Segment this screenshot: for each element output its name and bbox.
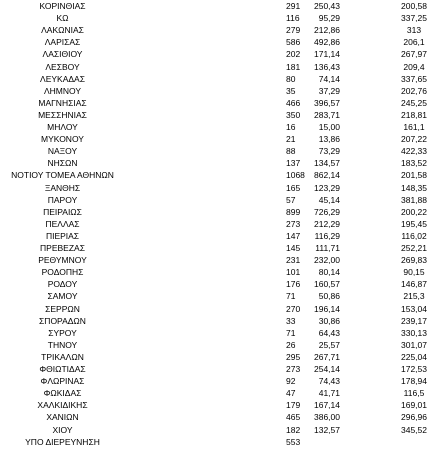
index-value: 337,25 <box>401 13 427 24</box>
table-row <box>0 303 433 315</box>
cases-value: 295 <box>286 351 301 362</box>
rate-value: 232,00 <box>314 255 340 266</box>
region-name: ΦΘΙΩΤΙΔΑΣ <box>39 364 86 374</box>
rate-value: 95,29 <box>318 13 340 24</box>
table-row <box>0 290 433 302</box>
index-value: 148,35 <box>401 182 427 193</box>
index-value: 90,15 <box>403 267 425 278</box>
rate-value: 80,14 <box>318 267 340 278</box>
region-name: ΣΕΡΡΩΝ <box>45 303 80 314</box>
region-name: ΚΩ <box>56 13 69 24</box>
rate-value: 111,71 <box>315 243 340 253</box>
region-name: ΡΟΔΟΠΗΣ <box>41 267 84 278</box>
index-value: 239,17 <box>401 315 427 326</box>
region-name: ΠΑΡΟΥ <box>47 194 78 205</box>
table-row <box>0 12 433 24</box>
region-name: ΜΕΣΣΗΝΙΑΣ <box>38 109 87 120</box>
cases-value: 179 <box>286 400 301 411</box>
table-row <box>0 182 433 194</box>
rate-value: 37,29 <box>318 85 340 96</box>
index-value: 202,76 <box>401 85 427 96</box>
cases-value: 176 <box>286 279 301 290</box>
cases-value: 47 <box>286 388 296 399</box>
rate-value: 492,86 <box>314 37 340 48</box>
cases-value: 181 <box>286 61 301 72</box>
index-value: 116,02 <box>401 230 427 241</box>
region-name: ΣΑΜΟΥ <box>47 291 78 302</box>
index-value: 215,3 <box>403 291 425 302</box>
index-value: 206,1 <box>403 37 425 48</box>
table-row <box>0 242 433 254</box>
table-row <box>0 48 433 60</box>
rate-value: 13,86 <box>318 134 340 145</box>
rate-value: 116,29 <box>314 230 340 241</box>
rate-value: 386,00 <box>314 412 340 423</box>
table-row <box>0 436 433 448</box>
index-value: 245,25 <box>401 97 427 108</box>
region-name: ΧΙΟΥ <box>52 424 73 435</box>
index-value: 172,53 <box>401 364 427 374</box>
region-name: ΜΑΓΝΗΣΙΑΣ <box>38 97 87 108</box>
table-row <box>0 230 433 242</box>
cases-value: 57 <box>286 194 296 205</box>
table-row <box>0 315 433 327</box>
cases-value: 71 <box>286 291 296 302</box>
region-name: ΦΛΩΡΙΝΑΣ <box>40 376 85 387</box>
region-name: ΧΑΛΚΙΔΙΚΗΣ <box>37 400 88 411</box>
table-row <box>0 375 433 387</box>
index-value: 116,5 <box>403 388 425 399</box>
table-row <box>0 266 433 278</box>
rate-value: 74,14 <box>318 73 340 84</box>
index-value: 200,22 <box>401 206 427 217</box>
table-row <box>0 399 433 411</box>
region-name: ΜΥΚΟΝΟΥ <box>41 134 84 145</box>
cases-value: 80 <box>286 73 296 84</box>
index-value: 301,07 <box>401 339 427 350</box>
rate-value: 134,57 <box>314 158 340 169</box>
table-row <box>0 24 433 36</box>
table-row <box>0 339 433 351</box>
region-name: ΡΟΔΟΥ <box>47 279 78 290</box>
rate-value: 862,14 <box>314 170 340 181</box>
index-value: 183,52 <box>401 158 427 169</box>
index-value: 153,04 <box>401 303 427 314</box>
cases-value: 33 <box>286 315 296 326</box>
region-name: ΠΕΛΛΑΣ <box>45 218 80 229</box>
table-row <box>0 36 433 48</box>
rate-value: 283,71 <box>314 109 340 120</box>
cases-value: 899 <box>286 206 301 217</box>
cases-value: 145 <box>286 243 301 253</box>
cases-value: 165 <box>286 182 301 193</box>
table-row <box>0 351 433 363</box>
cases-value: 147 <box>286 230 301 241</box>
cases-value: 16 <box>286 122 296 132</box>
table-row <box>0 0 433 12</box>
rate-value: 64,43 <box>318 327 340 338</box>
table-row <box>0 97 433 109</box>
index-value: 207,22 <box>401 134 427 145</box>
rate-value: 396,57 <box>314 97 340 108</box>
table-row <box>0 218 433 230</box>
rate-value: 167,14 <box>314 400 340 411</box>
index-value: 200,58 <box>401 1 427 11</box>
rate-value: 123,29 <box>314 182 340 193</box>
rate-value: 250,43 <box>314 1 340 11</box>
rate-value: 30,86 <box>318 315 340 326</box>
cases-value: 465 <box>286 412 301 423</box>
cases-value: 586 <box>286 37 301 48</box>
cases-value: 137 <box>286 158 301 169</box>
table-row <box>0 73 433 85</box>
region-name: ΠΕΙΡΑΙΩΣ <box>43 206 82 217</box>
cases-value: 291 <box>286 1 301 11</box>
table-row <box>0 278 433 290</box>
rate-value: 73,29 <box>318 146 340 157</box>
cases-value: 466 <box>286 97 301 108</box>
table-row <box>0 157 433 169</box>
index-value: 195,45 <box>401 218 427 229</box>
index-value: 267,97 <box>401 49 427 60</box>
cases-value: 101 <box>286 267 301 278</box>
region-name: ΡΕΘΥΜΝΟΥ <box>38 255 87 266</box>
index-value: 169,01 <box>401 400 427 411</box>
rate-value: 41,71 <box>318 388 340 399</box>
rate-value: 15,00 <box>318 122 340 132</box>
region-name: ΝΑΞΟΥ <box>47 146 78 157</box>
rate-value: 50,86 <box>318 291 340 302</box>
region-name: ΛΑΡΙΣΑΣ <box>44 37 81 48</box>
region-name: ΦΩΚΙΔΑΣ <box>43 388 82 399</box>
index-value: 381,88 <box>401 194 427 205</box>
index-value: 345,52 <box>401 424 427 435</box>
cases-value: 273 <box>286 364 301 374</box>
table-row <box>0 327 433 339</box>
cases-value: 21 <box>286 134 296 145</box>
cases-value: 88 <box>286 146 296 157</box>
region-name: ΞΑΝΘΗΣ <box>44 182 81 193</box>
rate-value: 212,86 <box>314 25 340 36</box>
cases-value: 202 <box>286 49 301 60</box>
index-value: 218,81 <box>401 109 427 120</box>
region-name: ΝΗΣΩΝ <box>47 158 78 169</box>
region-name: ΤΗΝΟΥ <box>47 339 78 350</box>
index-value: 296,96 <box>401 412 427 423</box>
table-row <box>0 109 433 121</box>
table-row <box>0 85 433 97</box>
rate-value: 74,43 <box>318 376 340 387</box>
rate-value: 267,71 <box>314 351 340 362</box>
index-value: 161,1 <box>403 122 425 132</box>
index-value: 337,65 <box>401 73 427 84</box>
rate-value: 212,29 <box>314 218 340 229</box>
region-name: ΣΥΡΟΥ <box>48 327 77 338</box>
region-name: ΛΗΜΝΟΥ <box>43 85 82 96</box>
region-name: ΠΙΕΡΙΑΣ <box>45 230 80 241</box>
region-name: ΤΡΙΚΑΛΩΝ <box>41 351 84 362</box>
table-row <box>0 363 433 375</box>
rate-value: 196,14 <box>314 303 340 314</box>
rate-value: 726,29 <box>314 206 340 217</box>
region-name: ΜΗΛΟΥ <box>47 122 78 132</box>
region-name: ΝΟΤΙΟΥ ΤΟΜΕΑ ΑΘΗΝΩΝ <box>11 170 114 181</box>
table-row <box>0 206 433 218</box>
index-value: 201,58 <box>401 170 427 181</box>
rate-value: 160,57 <box>314 279 340 290</box>
index-value: 330,13 <box>401 327 427 338</box>
cases-value: 26 <box>286 339 296 350</box>
region-name: ΥΠΟ ΔΙΕΡΕΥΝΗΣΗ <box>25 436 100 447</box>
cases-value: 279 <box>286 25 301 36</box>
cases-value: 350 <box>286 109 301 120</box>
index-value: 422,33 <box>401 146 427 157</box>
region-name: ΛΑΣΙΘΙΟΥ <box>42 49 83 60</box>
table-row <box>0 387 433 399</box>
table-row <box>0 254 433 266</box>
cases-value: 116 <box>286 13 300 24</box>
table-row <box>0 61 433 73</box>
rate-value: 25,57 <box>318 339 340 350</box>
table-row <box>0 121 433 133</box>
cases-value: 92 <box>286 376 296 387</box>
index-value: 269,83 <box>401 255 427 266</box>
region-name: ΧΑΝΙΩΝ <box>46 412 79 423</box>
index-value: 146,87 <box>401 279 427 290</box>
region-name: ΛΑΚΩΝΙΑΣ <box>41 25 84 36</box>
rate-value: 45,14 <box>318 194 340 205</box>
index-value: 178,94 <box>401 376 427 387</box>
rate-value: 254,14 <box>314 364 340 374</box>
region-name: ΚΟΡΙΝΘΙΑΣ <box>39 1 86 11</box>
table-row <box>0 411 433 423</box>
cases-value: 553 <box>286 436 301 447</box>
cases-value: 182 <box>286 424 301 435</box>
rate-value: 171,14 <box>314 49 340 60</box>
rate-value: 136,43 <box>314 61 340 72</box>
table-row <box>0 424 433 436</box>
region-name: ΛΕΣΒΟΥ <box>45 61 80 72</box>
cases-value: 270 <box>286 303 301 314</box>
index-value: 225,04 <box>401 351 427 362</box>
table-row <box>0 194 433 206</box>
cases-value: 273 <box>286 218 301 229</box>
index-value: 252,21 <box>401 243 427 253</box>
cases-value: 35 <box>286 85 296 96</box>
table-row <box>0 169 433 181</box>
cases-value: 231 <box>286 255 301 266</box>
index-value: 313 <box>406 25 422 36</box>
cases-value: 71 <box>286 327 296 338</box>
region-name: ΣΠΟΡΑΔΩΝ <box>39 315 86 326</box>
cases-value: 1068 <box>286 170 305 181</box>
table-row <box>0 145 433 157</box>
table-row <box>0 133 433 145</box>
region-name: ΠΡΕΒΕΖΑΣ <box>40 243 85 253</box>
region-name: ΛΕΥΚΑΔΑΣ <box>40 73 85 84</box>
rate-value: 132,57 <box>314 424 340 435</box>
index-value: 209,4 <box>403 61 425 72</box>
